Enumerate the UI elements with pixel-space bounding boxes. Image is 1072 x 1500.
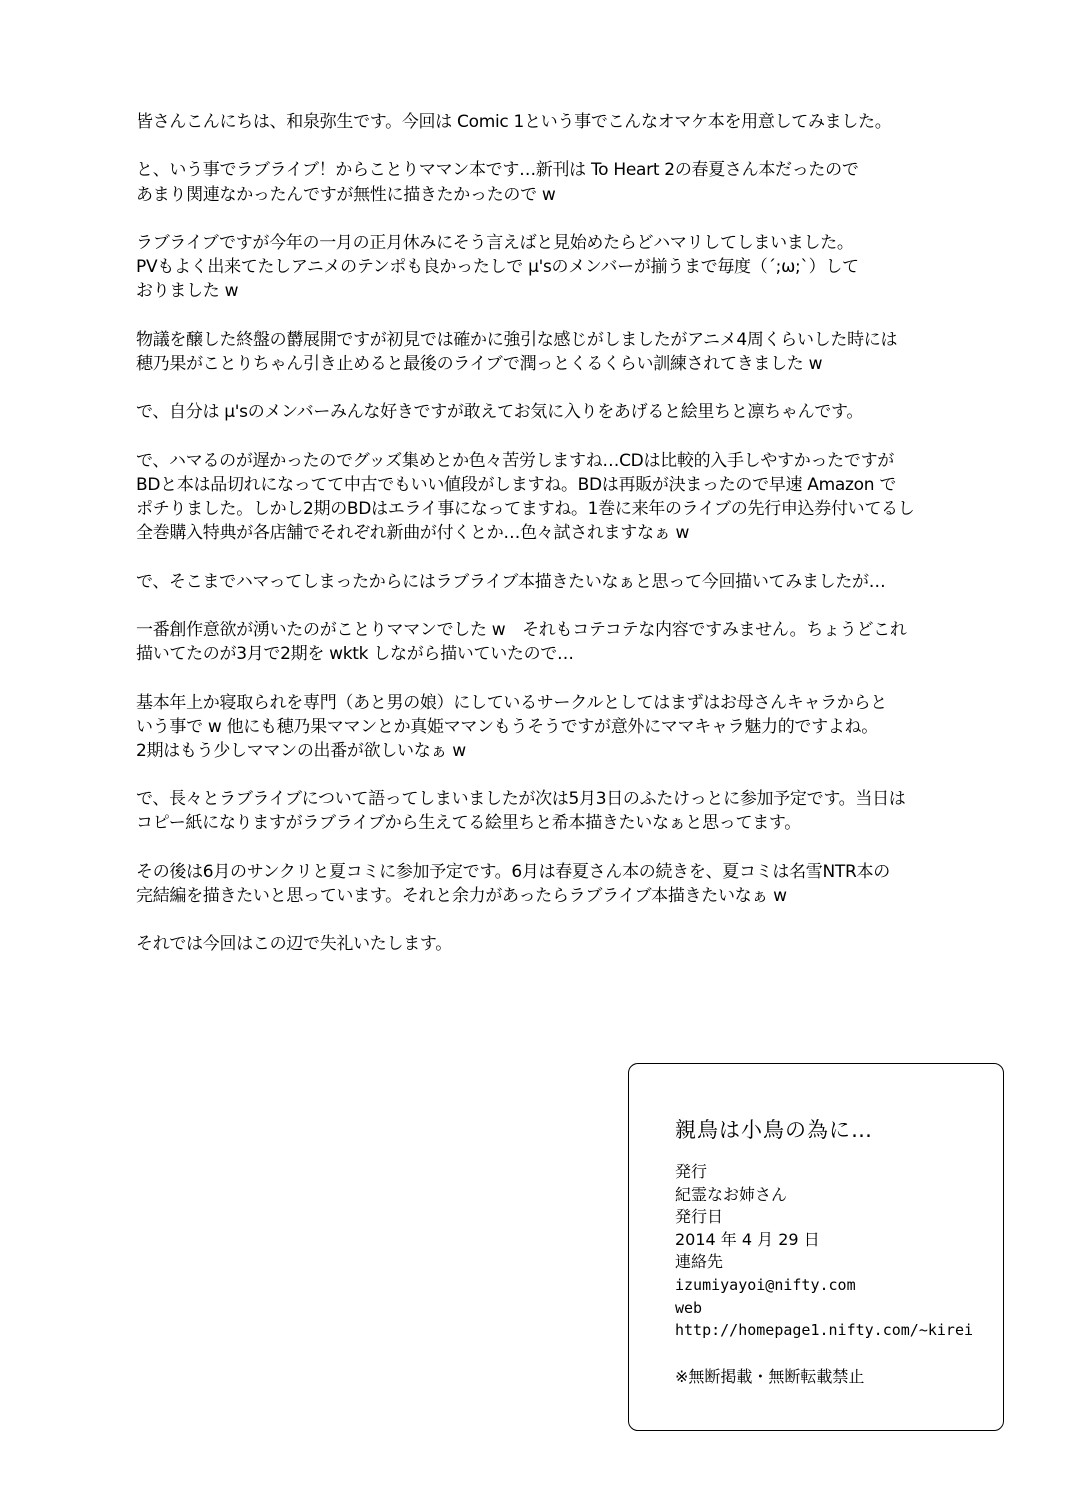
text-line: それでは今回はこの辺で失礼いたします。 xyxy=(136,934,452,955)
text-line: 基本年上か寝取られを専門（あと男の娘）にしているサークルとしてはまずはお母さんキャラからと xyxy=(136,692,887,713)
text-line: で、ハマるのが遅かったのでグッズ集めとか色々苦労しますね…CDは比較的入手しやすかったですが xyxy=(136,450,894,471)
web-url: http://homepage1.nifty.com/~kirei xyxy=(675,1321,974,1340)
text-line: ラブライブですが今年の一月の正月休みにそう言えばと見始めたらどハマリしてしまいました。 xyxy=(136,232,854,253)
text-line: その後は6月のサンクリと夏コミに参加予定です。6月は春夏さん本の続きを、夏コミは名雪NTR本の xyxy=(136,861,890,882)
text-line: 穂乃果がことりちゃん引き止めると最後のライブで潤っとくるくらい訓練されてきました w xyxy=(136,353,823,374)
text-line: 2期はもう少しママンの出番が欲しいなぁ w xyxy=(136,740,466,761)
paragraph xyxy=(136,691,966,764)
publish-date: 2014 年 4 月 29 日 xyxy=(675,1229,820,1249)
colophon-box xyxy=(628,1063,1004,1431)
paragraph xyxy=(136,449,966,546)
text-line: 描いてたのが3月で2期を wktk しながら描いていたので… xyxy=(136,644,574,665)
publisher-name: 紀霊なお姉さん xyxy=(675,1184,788,1204)
text-line: おりました w xyxy=(136,281,239,302)
contact-label: 連絡先 xyxy=(675,1252,724,1272)
paragraph xyxy=(136,400,966,424)
text-line: BDと本は品切れになってて中古でもいい値段がしますね。BDは再販が決まったので早速 Amazon で xyxy=(136,474,897,495)
afterword-text xyxy=(136,110,966,981)
publisher-label: 発行 xyxy=(675,1162,708,1181)
paragraph xyxy=(136,158,966,206)
paragraph xyxy=(136,860,966,908)
text-line: で、そこまでハマってしまったからにはラブライブ本描きたいなぁと思って今回描いてみましたが… xyxy=(136,571,886,592)
text-line: 一番創作意欲が湧いたのがことりママンでした w それもコテコテな内容ですみません。ちょうどこれ xyxy=(136,619,907,640)
colophon-info xyxy=(675,1161,973,1342)
text-line: PVもよく出来てたしアニメのテンポも良かったしで μ'sのメンバーが揃うまで毎度（´;ω;`）して xyxy=(136,257,859,278)
paragraph xyxy=(136,328,966,376)
text-line: 皆さんこんにちは、和泉弥生です。今回は Comic 1という事でこんなオマケ本を用意してみました。 xyxy=(136,112,892,132)
text-line: 物議を醸した終盤の欝展開ですが初見では確かに強引な感じがしましたがアニメ4周くらいした時には xyxy=(136,329,898,350)
paragraph xyxy=(136,787,966,835)
paragraph xyxy=(136,932,966,956)
copyright-notice: ※無断掲載・無断転載禁止 xyxy=(675,1367,865,1386)
text-line: 完結編を描きたいと思っています。それと余力があったらラブライブ本描きたいなぁ w xyxy=(136,886,787,906)
text-line: コピー紙になりますがラブライブから生えてる絵里ちと希本描きたいなぁと思ってます。 xyxy=(136,813,801,834)
book-title: 親鳥は小鳥の為に… xyxy=(675,1118,873,1142)
text-line: で、自分は μ'sのメンバーみんな好きですが敢えてお気に入りをあげると絵里ちと凛ちゃんです。 xyxy=(136,402,864,423)
text-line: 全巻購入特典が各店舗でそれぞれ新曲が付くとか…色々試されますなぁ w xyxy=(136,523,690,544)
text-line: あまり関連なかったんですが無性に描きたかったので w xyxy=(136,184,556,205)
paragraph xyxy=(136,618,966,666)
contact-email: izumiyayoi@nifty.com xyxy=(675,1275,856,1294)
text-line: ポチりました。しかし2期のBDはエライ事になってますね。1巻に来年のライブの先行申込券付いてるし xyxy=(136,499,915,519)
web-label: web xyxy=(675,1298,703,1317)
paragraph xyxy=(136,110,966,134)
paragraph xyxy=(136,231,966,304)
paragraph xyxy=(136,570,966,594)
text-line: で、長々とラブライブについて語ってしまいましたが次は5月3日のふたけっとに参加予定です。当日は xyxy=(136,789,906,810)
text-line: と、いう事でラブライブ！からことりママン本です…新刊は To Heart 2の春夏さん本だったので xyxy=(136,160,859,181)
text-line: いう事で w 他にも穂乃果ママンとか真姫ママンもうそうですが意外にママキャラ魅力的ですよね。 xyxy=(136,716,878,737)
date-label: 発行日 xyxy=(675,1207,724,1227)
